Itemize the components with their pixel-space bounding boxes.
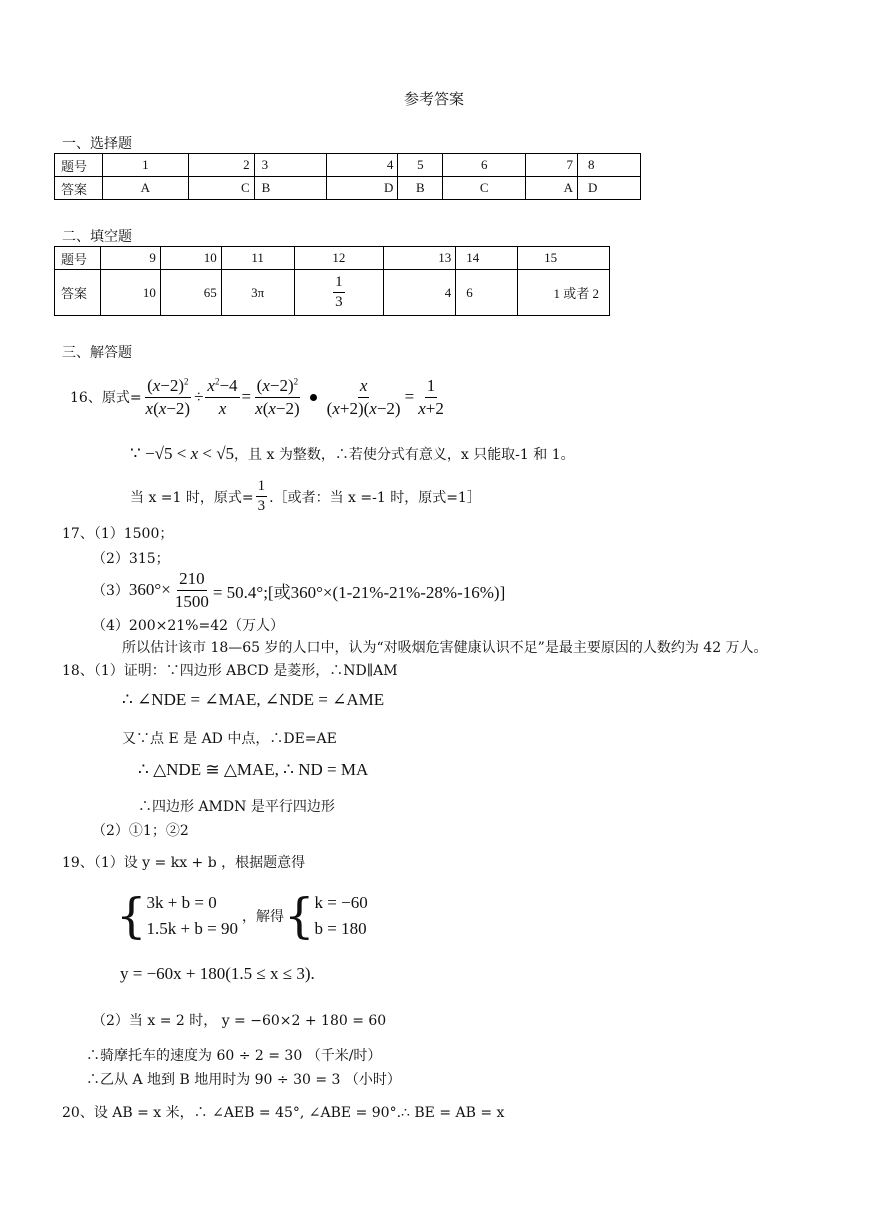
equation: 3k + b = 0 [146,893,217,912]
q20-part1: 20、设 AB = x 米，∴ ∠AEB = 45°, ∠ABE = 90°.∴ BE = AB = x [62,1105,505,1121]
fraction: $\frac{210}{1500}$ [174,568,209,611]
solution: b = 180 [314,919,367,938]
table-cell: 9 [100,247,160,270]
table-cell: B [254,177,326,200]
q17-part3: （3） 360°× $\frac{210}{1500}$ = 50.4°;[或360°×(1-21%-21%-28%-16%)] [92,568,506,611]
q18-line5: ∴四边形 AMDN 是平行四边形 [138,799,335,815]
table-cell: 5 [398,154,443,177]
table-cell: A [102,177,188,200]
q16-line2-text: ，且 x 为整数，∴若使分式有意义，x 只能取-1 和 1。 [234,447,575,463]
page-title: 参考答案 [404,90,465,108]
fraction: $\frac{(x-2)^2}{x(x-2)}$ [255,375,300,418]
solution: k = −60 [314,893,368,912]
table-cell: C [188,177,254,200]
table-cell: 12 [294,247,384,270]
table-cell: 3 [254,154,326,177]
table-cell: 6 [443,154,526,177]
table-cell: 1 [102,154,188,177]
q16-label: 16、原式= [70,390,142,406]
table-cell: 13 [384,247,456,270]
table-cell: D [578,177,641,200]
fill-answer-table [54,246,610,316]
section-heading-choice: 一、选择题 [62,136,132,152]
solve-text: ，解得 [241,909,284,925]
fraction: $\frac{1}{x+2}$ [418,375,444,418]
q16-expression: 16、原式= $\frac{(x-2)^2}{x(x-2)}$ ÷ $\frac{x^2-4}{x}$ = $\frac{(x-2)^2}{x(x-2)}$ $\frac{x}{(x+2)(x-2)}$ = $\frac{1}{x+2}$ [70,375,444,418]
q19-part1: 19、（1）设 y = kx + b ，根据题意得 [62,855,306,871]
table-cell: 2 [188,154,254,177]
q19-part2: （2）当 x = 2 时， y = −60×2 + 180 = 60 [92,1013,387,1029]
row-label-number: 题号 [55,247,101,270]
table-cell: C [443,177,526,200]
q19-line3: ∴骑摩托车的速度为 60 ÷ 2 = 30 （千米/时） [86,1048,382,1064]
table-cell: 65 [160,270,221,316]
q16-line3-b: .［或者：当 x =-1 时，原式=1］ [269,489,481,506]
q17-part1: 17、（1）1500； [62,526,174,542]
q16-line3 [130,478,481,516]
table-cell: 14 [456,247,518,270]
q18-part1: 18、（1）证明：∵四边形 ABCD 是菱形，∴ND∥AM [62,663,398,679]
fraction: $\frac{(x-2)^2}{x(x-2)}$ [145,375,191,418]
table-cell: 8 [578,154,641,177]
table-cell: 10 [100,270,160,316]
table-cell: 1 或者 2 [518,270,610,316]
q18-line2: ∴ ∠NDE = ∠MAE, ∠NDE = ∠AME [122,690,385,709]
q17-part2: （2）315； [92,551,170,567]
fraction: $\frac{x^2-4}{x}$ [207,375,238,418]
q18-line3: 又∵点 E 是 AD 中点，∴DE=AE [122,731,337,747]
table-cell: 7 [526,154,578,177]
fraction-one-third: $\frac{1}{3}$ [335,273,343,310]
table-cell-fraction [294,270,384,316]
table-cell: 4 [384,270,456,316]
fraction: $\frac{x}{(x+2)(x-2)}$ [326,375,401,418]
choice-answer-table [54,153,641,200]
table-cell: 10 [160,247,221,270]
row-label-answer: 答案 [55,177,103,200]
q18-line4: ∴ △NDE ≅ △MAE, ∴ ND = MA [138,760,369,779]
left-brace: { [116,888,147,944]
q17-part3-rest: = 50.4°;[或360°×(1-21%-21%-28%-16%)] [212,582,506,602]
section-heading-fill: 二、填空题 [62,229,132,245]
multiply-dot [310,394,317,401]
fraction-one-third: $\frac{1}{3}$ [257,478,266,515]
q17-part4: （4）200×21%=42（万人） [92,618,285,634]
q17-part3-label: （3） [92,583,129,599]
q19-result: y = −60x + 180(1.5 ≤ x ≤ 3). [120,964,315,983]
q17-conclusion: 所以估计该市 18—65 岁的人口中，认为“对吸烟危害健康认识不足”是最主要原因的人数约为 42 万人。 [122,640,768,656]
section-heading-solve: 三、解答题 [62,345,132,361]
table-cell: 4 [326,154,398,177]
q18-part2: （2）①1；②2 [92,823,189,839]
left-brace: { [283,888,315,944]
q16-line2: ∵ −√5 < x < √5 ，且 x 为整数，∴若使分式有意义，x 只能取-1 和 1。 [130,444,575,463]
equation: 1.5k + b = 90 [146,919,238,938]
row-label-number: 题号 [55,154,103,177]
row-label-answer: 答案 [55,270,101,316]
table-cell: 6 [456,270,518,316]
table-cell: 15 [518,247,610,270]
table-cell: D [326,177,398,200]
table-cell: 3π [221,270,294,316]
q19-line4: ∴乙从 A 地到 B 地用时为 90 ÷ 30 = 3 （小时） [86,1072,401,1088]
table-cell: A [526,177,578,200]
table-cell: B [398,177,443,200]
table-cell: 11 [221,247,294,270]
q16-line3-a: 当 x =1 时，原式= [130,489,254,506]
q19-system [116,890,368,942]
